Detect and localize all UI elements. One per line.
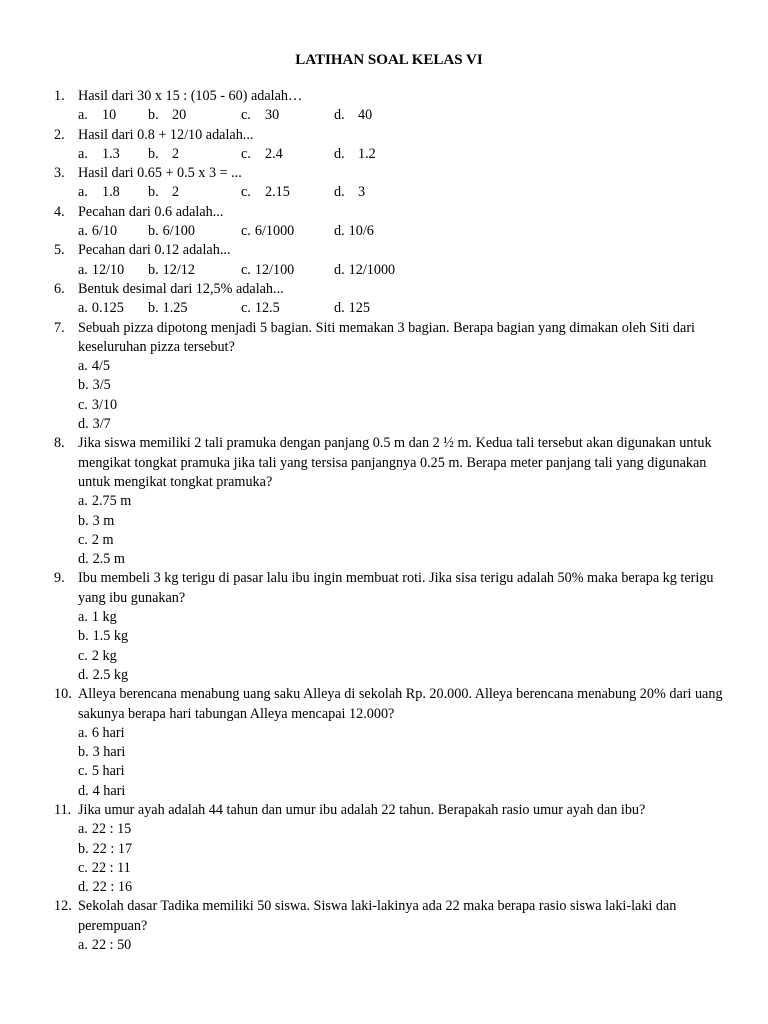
answer-options bbox=[78, 936, 724, 955]
answer-option bbox=[78, 859, 724, 878]
question-body bbox=[78, 126, 724, 165]
answer-option bbox=[78, 145, 148, 164]
answer-option bbox=[78, 608, 724, 627]
answer-option bbox=[78, 840, 724, 859]
option-text: 12/12 bbox=[162, 261, 195, 278]
option-letter: d. bbox=[78, 666, 89, 683]
option-text: 2.5 kg bbox=[92, 666, 129, 683]
option-letter: c. bbox=[78, 531, 88, 548]
option-text: 40 bbox=[358, 107, 373, 124]
option-text: 1.5 kg bbox=[92, 628, 129, 645]
answer-option bbox=[241, 261, 334, 280]
option-letter: a. bbox=[78, 821, 88, 838]
question-body bbox=[78, 685, 724, 801]
option-text: 2.75 m bbox=[91, 493, 132, 510]
answer-option bbox=[78, 627, 724, 646]
question-body bbox=[78, 203, 724, 242]
answer-option bbox=[78, 820, 724, 839]
question-number: 1. bbox=[54, 88, 65, 104]
answer-option bbox=[78, 878, 724, 897]
option-letter: c. bbox=[78, 763, 88, 780]
question-text: Ibu membeli 3 kg terigu di pasar lalu ibu ingin membuat roti. Jika sisa terigu adalah 50% maka berapa kg terigu yang ibu gunakan? bbox=[78, 570, 714, 606]
option-text: 6/1000 bbox=[254, 223, 295, 240]
option-text: 3 hari bbox=[92, 744, 126, 761]
answer-option bbox=[78, 222, 148, 241]
option-letter: b. bbox=[78, 744, 89, 761]
option-text: 1.3 bbox=[102, 145, 120, 162]
option-text: 22 : 11 bbox=[91, 859, 131, 876]
question-item bbox=[54, 801, 724, 897]
question-number: 7. bbox=[54, 319, 65, 336]
answer-option bbox=[78, 376, 724, 395]
option-letter: b. bbox=[78, 512, 89, 529]
answer-options bbox=[78, 357, 724, 434]
option-letter: d. bbox=[78, 416, 89, 433]
question-number: 10. bbox=[54, 686, 72, 703]
answer-option bbox=[78, 357, 724, 376]
option-text: 12/100 bbox=[254, 261, 295, 278]
answer-option bbox=[78, 936, 724, 955]
option-letter: b. bbox=[78, 377, 89, 394]
question-item bbox=[54, 87, 724, 126]
option-text: 12/10 bbox=[91, 261, 125, 278]
option-letter: b. bbox=[148, 184, 159, 201]
answer-options bbox=[78, 261, 724, 280]
answer-option bbox=[78, 550, 724, 569]
option-letter: c. bbox=[241, 107, 251, 124]
option-letter: a. bbox=[78, 184, 88, 201]
answer-option bbox=[78, 782, 724, 801]
question-text: Sekolah dasar Tadika memiliki 50 siswa. Siswa laki-lakinya ada 22 maka berapa rasio siswa laki-laki dan perempuan? bbox=[78, 898, 677, 934]
question-body bbox=[78, 434, 724, 569]
option-text: 22 : 50 bbox=[91, 937, 132, 954]
option-text: 3/7 bbox=[92, 416, 111, 433]
option-text: 2 kg bbox=[91, 647, 117, 664]
option-letter: a. bbox=[78, 145, 88, 162]
option-text: 12.5 bbox=[254, 300, 280, 317]
answer-option bbox=[334, 106, 414, 125]
option-text: 125 bbox=[348, 300, 370, 317]
answer-option bbox=[334, 183, 414, 202]
option-letter: d. bbox=[334, 223, 345, 240]
question-number: 8. bbox=[54, 435, 65, 452]
question-text: Bentuk desimal dari 12,5% adalah... bbox=[78, 280, 284, 297]
option-letter: c. bbox=[78, 647, 88, 664]
answer-option bbox=[78, 415, 724, 434]
question-text: Hasil dari 30 x 15 : (105 - 60) adalah… bbox=[78, 88, 303, 104]
answer-option bbox=[148, 106, 241, 125]
question-number: 3. bbox=[54, 165, 65, 182]
question-number: 9. bbox=[54, 570, 65, 587]
question-number: 12. bbox=[54, 898, 72, 915]
option-text: 10/6 bbox=[348, 223, 374, 240]
option-text: 3/5 bbox=[92, 377, 111, 394]
answer-option bbox=[241, 106, 334, 125]
option-letter: c. bbox=[241, 300, 251, 317]
option-letter: d. bbox=[334, 145, 345, 162]
answer-option bbox=[148, 261, 241, 280]
answer-option bbox=[78, 183, 148, 202]
option-text: 22 : 16 bbox=[92, 879, 133, 896]
answer-option bbox=[78, 647, 724, 666]
option-text: 10 bbox=[102, 107, 117, 124]
option-letter: c. bbox=[78, 396, 88, 413]
option-letter: a. bbox=[78, 261, 88, 278]
option-text: 1.2 bbox=[358, 145, 376, 162]
option-letter: a. bbox=[78, 493, 88, 510]
option-text: 30 bbox=[265, 107, 280, 124]
answer-option bbox=[78, 299, 148, 318]
question-body bbox=[78, 164, 724, 203]
question-body bbox=[78, 241, 724, 280]
option-text: 6/100 bbox=[162, 223, 195, 240]
option-letter: b. bbox=[78, 840, 89, 857]
option-letter: d. bbox=[78, 879, 89, 896]
option-text: 22 : 15 bbox=[91, 821, 132, 838]
question-text: Pecahan dari 0.12 adalah... bbox=[78, 242, 231, 259]
answer-option bbox=[241, 183, 334, 202]
option-letter: a. bbox=[78, 609, 88, 626]
option-letter: a. bbox=[78, 107, 88, 124]
option-text: 2.4 bbox=[265, 145, 283, 162]
option-letter: a. bbox=[78, 223, 88, 240]
answer-option bbox=[148, 222, 241, 241]
option-text: 2 bbox=[172, 145, 180, 162]
question-number: 6. bbox=[54, 280, 65, 297]
answer-options bbox=[78, 492, 724, 569]
option-text: 1.8 bbox=[102, 184, 120, 201]
option-letter: b. bbox=[148, 223, 159, 240]
answer-option bbox=[78, 261, 148, 280]
option-text: 4/5 bbox=[91, 358, 110, 375]
option-text: 1.25 bbox=[162, 300, 188, 317]
answer-option bbox=[78, 106, 148, 125]
question-number: 5. bbox=[54, 242, 65, 259]
option-letter: d. bbox=[334, 261, 345, 278]
option-letter: b. bbox=[148, 145, 159, 162]
answer-option bbox=[241, 222, 334, 241]
option-letter: b. bbox=[148, 300, 159, 317]
answer-option bbox=[78, 531, 724, 550]
option-letter: d. bbox=[78, 782, 89, 799]
option-text: 3/10 bbox=[91, 396, 118, 413]
question-text: Jika umur ayah adalah 44 tahun dan umur ibu adalah 22 tahun. Berapakah rasio umur ayah dan ibu? bbox=[78, 801, 646, 818]
question-body bbox=[78, 897, 724, 955]
option-letter: b. bbox=[148, 261, 159, 278]
answer-options bbox=[78, 106, 724, 125]
option-text: 0.125 bbox=[91, 300, 124, 317]
question-number: 4. bbox=[54, 203, 65, 220]
question-item bbox=[54, 434, 724, 569]
option-letter: c. bbox=[78, 859, 88, 876]
option-letter: c. bbox=[241, 145, 251, 162]
answer-option bbox=[78, 396, 724, 415]
answer-option bbox=[334, 299, 414, 318]
option-text: 2 m bbox=[91, 531, 114, 548]
question-body bbox=[78, 801, 724, 897]
option-letter: a. bbox=[78, 937, 88, 954]
question-item bbox=[54, 203, 724, 242]
answer-option bbox=[241, 299, 334, 318]
question-item bbox=[54, 241, 724, 280]
option-letter: a. bbox=[78, 724, 88, 741]
question-text: Sebuah pizza dipotong menjadi 5 bagian. Siti memakan 3 bagian. Berapa bagian yang dimakan oleh Siti dari keseluruhan pizza tersebut? bbox=[78, 319, 695, 355]
option-letter: c. bbox=[241, 261, 251, 278]
page-title: LATIHAN SOAL KELAS VI bbox=[295, 52, 483, 68]
answer-option bbox=[241, 145, 334, 164]
answer-option bbox=[78, 743, 724, 762]
answer-options bbox=[78, 724, 724, 801]
answer-options bbox=[78, 608, 724, 685]
option-text: 2.15 bbox=[265, 184, 290, 201]
answer-option bbox=[78, 512, 724, 531]
option-text: 22 : 17 bbox=[92, 840, 133, 857]
option-letter: a. bbox=[78, 358, 88, 375]
question-item bbox=[54, 569, 724, 685]
answer-option bbox=[78, 724, 724, 743]
question-item bbox=[54, 897, 724, 955]
question-text: Jika siswa memiliki 2 tali pramuka dengan panjang 0.5 m dan 2 ½ m. Kedua tali tersebut akan digunakan untuk mengikat tongkat pramuka jika tali yang tersisa panjangnya 0.25 m. Berapa meter panjang tali yang digunakan untuk mengikat tongkat pramuka? bbox=[78, 435, 712, 490]
answer-option bbox=[78, 492, 724, 511]
answer-options bbox=[78, 820, 724, 897]
option-text: 12/1000 bbox=[348, 261, 396, 278]
option-text: 6 hari bbox=[91, 724, 125, 741]
answer-option bbox=[148, 145, 241, 164]
answer-options bbox=[78, 145, 724, 164]
answer-option bbox=[148, 183, 241, 202]
question-text: Hasil dari 0.65 + 0.5 x 3 = ... bbox=[78, 165, 242, 182]
option-text: 2 bbox=[172, 184, 180, 201]
answer-option bbox=[334, 145, 414, 164]
answer-option bbox=[334, 261, 414, 280]
option-text: 4 hari bbox=[92, 782, 126, 799]
answer-option bbox=[78, 666, 724, 685]
option-letter: c. bbox=[241, 223, 251, 240]
answer-options bbox=[78, 222, 724, 241]
question-item bbox=[54, 280, 724, 319]
option-letter: d. bbox=[334, 184, 345, 201]
option-text: 2.5 m bbox=[92, 551, 125, 568]
question-number: 11. bbox=[54, 801, 72, 818]
option-text: 5 hari bbox=[91, 763, 125, 780]
answer-options bbox=[78, 299, 724, 318]
answer-option bbox=[78, 762, 724, 781]
question-body bbox=[78, 569, 724, 685]
question-number: 2. bbox=[54, 126, 65, 143]
option-letter: b. bbox=[78, 628, 89, 645]
question-item bbox=[54, 319, 724, 435]
question-item bbox=[54, 164, 724, 203]
option-letter: c. bbox=[241, 184, 251, 201]
answer-option bbox=[334, 222, 414, 241]
question-text: Pecahan dari 0.6 adalah... bbox=[78, 203, 224, 220]
option-text: 1 kg bbox=[91, 609, 117, 626]
question-text: Alleya berencana menabung uang saku Alleya di sekolah Rp. 20.000. Alleya berencana menabung 20% dari uang sakunya berapa hari tabungan Alleya mencapai 12.000? bbox=[78, 686, 723, 722]
question-text: Hasil dari 0.8 + 12/10 adalah... bbox=[78, 126, 254, 143]
option-letter: a. bbox=[78, 300, 88, 317]
option-text: 6/10 bbox=[91, 223, 118, 240]
option-text: 3 m bbox=[92, 512, 115, 529]
question-body bbox=[78, 87, 724, 126]
question-body bbox=[78, 280, 724, 319]
question-item bbox=[54, 685, 724, 801]
option-letter: d. bbox=[334, 300, 345, 317]
answer-options bbox=[78, 183, 724, 202]
option-text: 20 bbox=[172, 107, 187, 124]
question-item bbox=[54, 126, 724, 165]
option-text: 3 bbox=[358, 184, 366, 201]
option-letter: d. bbox=[334, 107, 345, 124]
question-list bbox=[54, 87, 724, 955]
answer-option bbox=[148, 299, 241, 318]
question-body bbox=[78, 319, 724, 435]
option-letter: d. bbox=[78, 551, 89, 568]
option-letter: b. bbox=[148, 107, 159, 124]
